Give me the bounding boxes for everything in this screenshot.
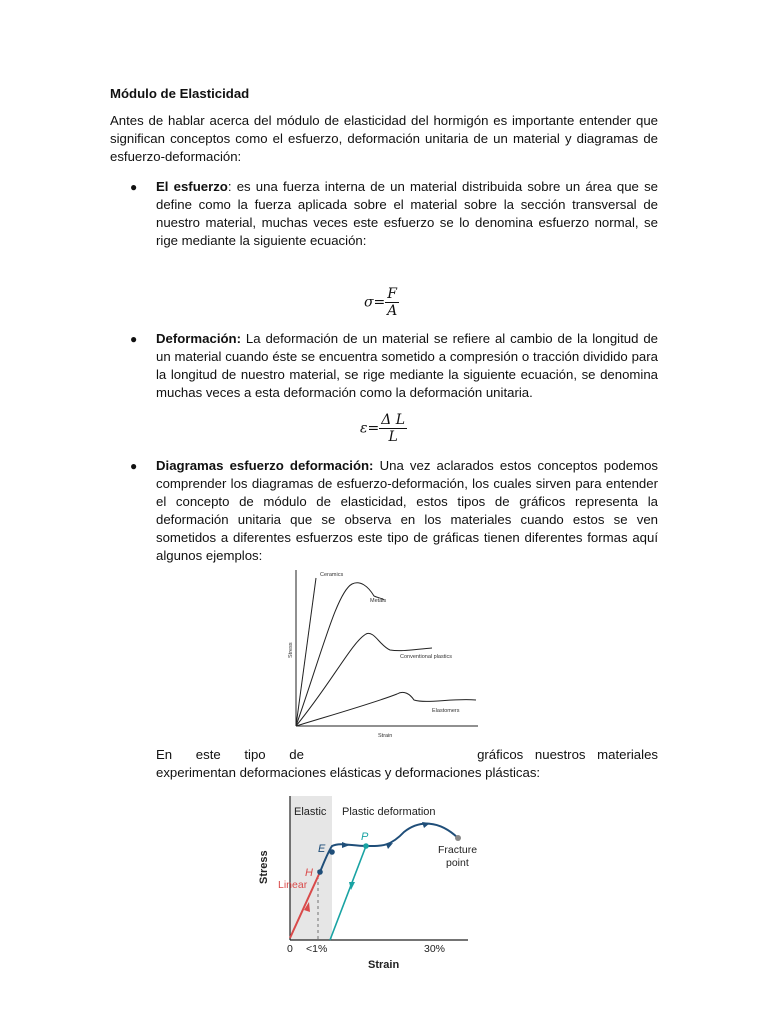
label-e: E	[318, 843, 326, 855]
point-p-marker	[363, 843, 369, 849]
equation-lhs: σ=	[364, 294, 386, 311]
bullet-marker: ●	[130, 332, 138, 346]
label-ceramics: Ceramics	[320, 572, 344, 578]
paragraph-line	[156, 746, 658, 764]
equation-denominator: L	[388, 429, 398, 445]
label-plastic-deformation: Plastic deformation	[342, 806, 436, 818]
label-p: P	[361, 831, 369, 843]
unloading-line	[330, 846, 366, 940]
bullet-term: Diagramas esfuerzo deformación:	[156, 458, 374, 473]
y-axis-label: Stress	[288, 642, 294, 658]
tick-0: 0	[287, 943, 293, 955]
label-elastomers: Elastomers	[432, 708, 460, 714]
section-heading: Módulo de Elasticidad	[110, 86, 250, 101]
bullet-term: Deformación:	[156, 331, 241, 346]
label-h: H	[305, 867, 313, 879]
label-metals: Metals	[370, 598, 387, 604]
equation-numerator: F	[387, 286, 398, 302]
curve-arrow	[342, 842, 350, 848]
equation-fraction	[385, 286, 399, 319]
tick-30: 30%	[424, 943, 446, 955]
x-axis-label: Strain	[378, 733, 393, 739]
bullet-text: : es una fuerza interna de un material distribuida sobre un área que se define como la fuerza aplicada sobre el material sobre la sección transversal de nuestro material, muchas veces este esfuerzo se lo denomina esfuerzo normal, se rige mediante la siguiente ecuación:	[156, 179, 658, 248]
bullet-text: Una vez aclarados estos conceptos podemos comprender los diagramas de esfuerzo-deformación, los cuales sirven para entender el concepto de módulo de elasticidad, estos tipos de gráficos representa la deformación unitaria que se observa en los materiales cuando estos se ven sometidos a diferentes esfuerzos este tipo de gráficas tienen diferentes formas aquí algunos ejemplos:	[156, 458, 658, 563]
y-axis-label: Stress	[258, 850, 270, 884]
equation-fraction	[379, 412, 407, 445]
paragraph-right-text: gráficos nuestros materiales	[477, 747, 658, 762]
paragraph-left-text: En este tipo de	[156, 747, 304, 762]
point-h-marker	[317, 869, 323, 875]
label-fracture-2: point	[446, 857, 469, 869]
curve-metals	[296, 583, 387, 726]
paragraph-line-2: experimentan deformaciones elásticas y deformaciones plásticas:	[156, 765, 541, 780]
fracture-point-marker	[455, 835, 461, 841]
curve-arrow	[386, 843, 393, 849]
figure-stress-strain-materials	[282, 562, 482, 742]
bullet-text: La deformación de un material se refiere al cambio de la longitud de un material cuando éste se encuentra sometido a compresión o tracción dividido para la longitud de nuestro material, se rige mediante la siguiente ecuación, se denomina muchas veces a esta deformación como la deformación unitaria.	[156, 331, 658, 400]
label-fracture-1: Fracture	[438, 844, 478, 856]
bullet-marker: ●	[130, 459, 138, 473]
curve-arrow	[422, 822, 430, 828]
equation-denominator: A	[387, 303, 398, 319]
point-e-marker	[329, 849, 335, 855]
label-plastics: Conventional plastics	[400, 654, 452, 660]
bullet-marker: ●	[130, 180, 138, 194]
bullet-esfuerzo	[156, 178, 658, 250]
curve-plastics	[296, 633, 432, 726]
equation-numerator: Δ L	[381, 412, 406, 428]
label-linear: Linear	[278, 879, 308, 891]
equation-lhs: ε=	[360, 420, 380, 437]
x-axis-label: Strain	[368, 959, 400, 970]
bullet-deformacion	[156, 330, 658, 402]
paragraph-after-figure	[156, 746, 658, 782]
equation-strain	[360, 412, 407, 445]
label-elastic: Elastic	[294, 806, 327, 818]
tick-1: <1%	[306, 943, 328, 955]
equation-stress	[364, 286, 399, 319]
bullet-term: El esfuerzo	[156, 179, 228, 194]
bullet-diagramas	[156, 457, 658, 565]
intro-paragraph: Antes de hablar acerca del módulo de elasticidad del hormigón es importante entender que significan conceptos como el esfuerzo, deformación unitaria de un material y diagramas de esfuerzo-deformación:	[110, 113, 658, 164]
figure-elastic-plastic	[254, 790, 478, 970]
